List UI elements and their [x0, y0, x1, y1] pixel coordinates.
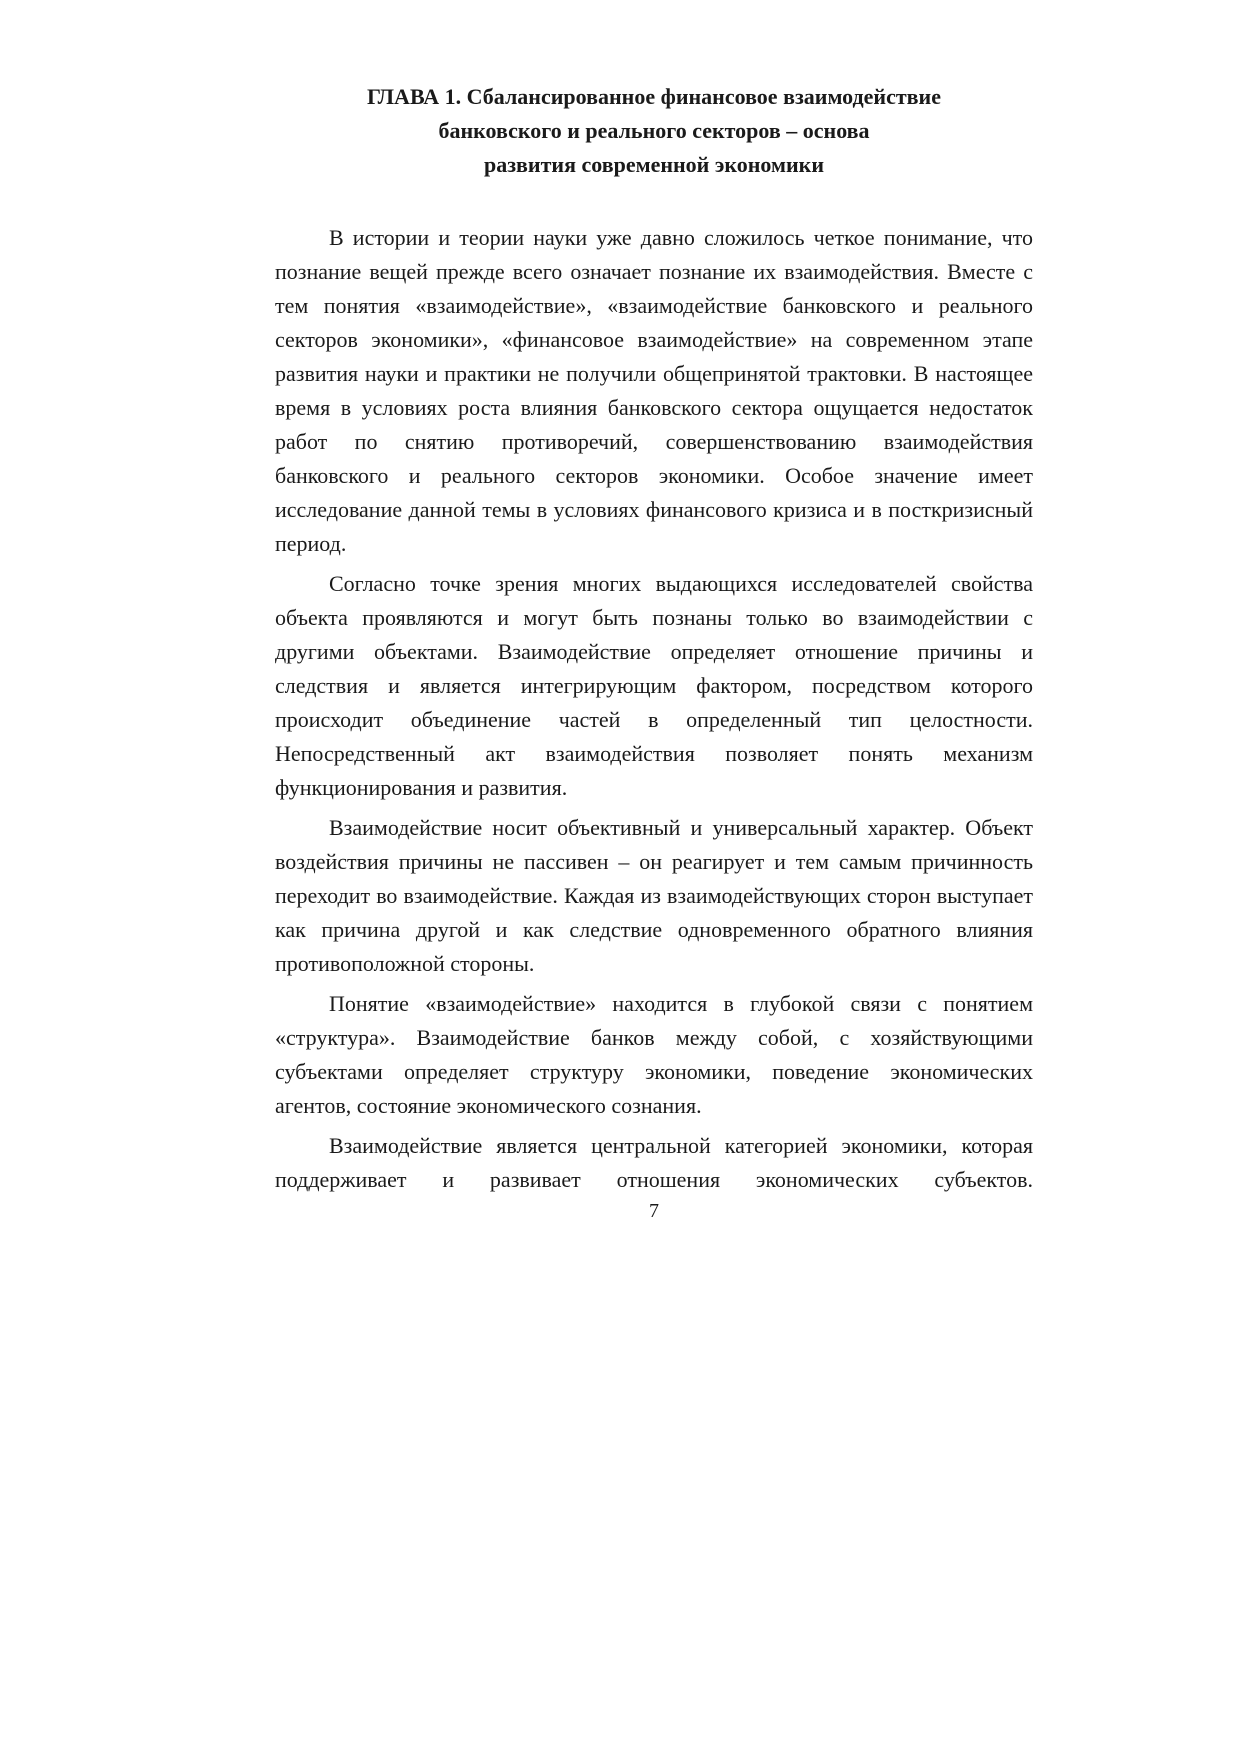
body-text — [275, 221, 1033, 1197]
chapter-title-line: банковского и реального секторов – основа — [438, 118, 870, 143]
page-number: 7 — [649, 1200, 659, 1222]
paragraph: Взаимодействие является центральной категорией экономики, которая поддерживает и развивает отношения экономических субъектов. — [275, 1133, 1033, 1192]
chapter-title-line: ГЛАВА 1. Сбалансированное финансовое взаимодействие — [366, 84, 941, 109]
paragraph: Понятие «взаимодействие» находится в глубокой связи с понятием «структура». Взаимодействие банков между собой, с хозяйствующими субъектами определяет структуру экономики, поведение экономических агентов, состояние экономического сознания. — [275, 991, 1033, 1118]
chapter-title-line: развития современной экономики — [483, 152, 825, 177]
paragraph: Согласно точке зрения многих выдающихся исследователей свойства объекта проявляются и могут быть познаны только во взаимодействии с другими объектами. Взаимодействие определяет отношение причины и следствия и является интегрирующим фактором, посредством которого происходит объединение частей в определенный тип целостности. Непосредственный акт взаимодействия позволяет понять механизм функционирования и развития. — [275, 571, 1033, 800]
paragraph: Взаимодействие носит объективный и универсальный характер. Объект воздействия причины не пассивен – он реагирует и тем самым причинность переходит во взаимодействие. Каждая из взаимодействующих сторон выступает как причина другой и как следствие одновременного обратного влияния противоположной стороны. — [275, 815, 1033, 976]
paragraph: В истории и теории науки уже давно сложилось четкое понимание, что познание вещей прежде всего означает познание их взаимодействия. Вместе с тем понятия «взаимодействие», «взаимодействие банковского и реального секторов экономики», «финансовое взаимодействие» на современном этапе развития науки и практики не получили общепринятой трактовки. В настоящее время в условиях роста влияния банковского сектора ощущается недостаток работ по снятию противоречий, совершенствованию взаимодействия банковского и реального секторов экономики. Особое значение имеет исследование данной темы в условиях финансового кризиса и в посткризисный период. — [275, 225, 1033, 556]
chapter-title — [275, 80, 1033, 182]
